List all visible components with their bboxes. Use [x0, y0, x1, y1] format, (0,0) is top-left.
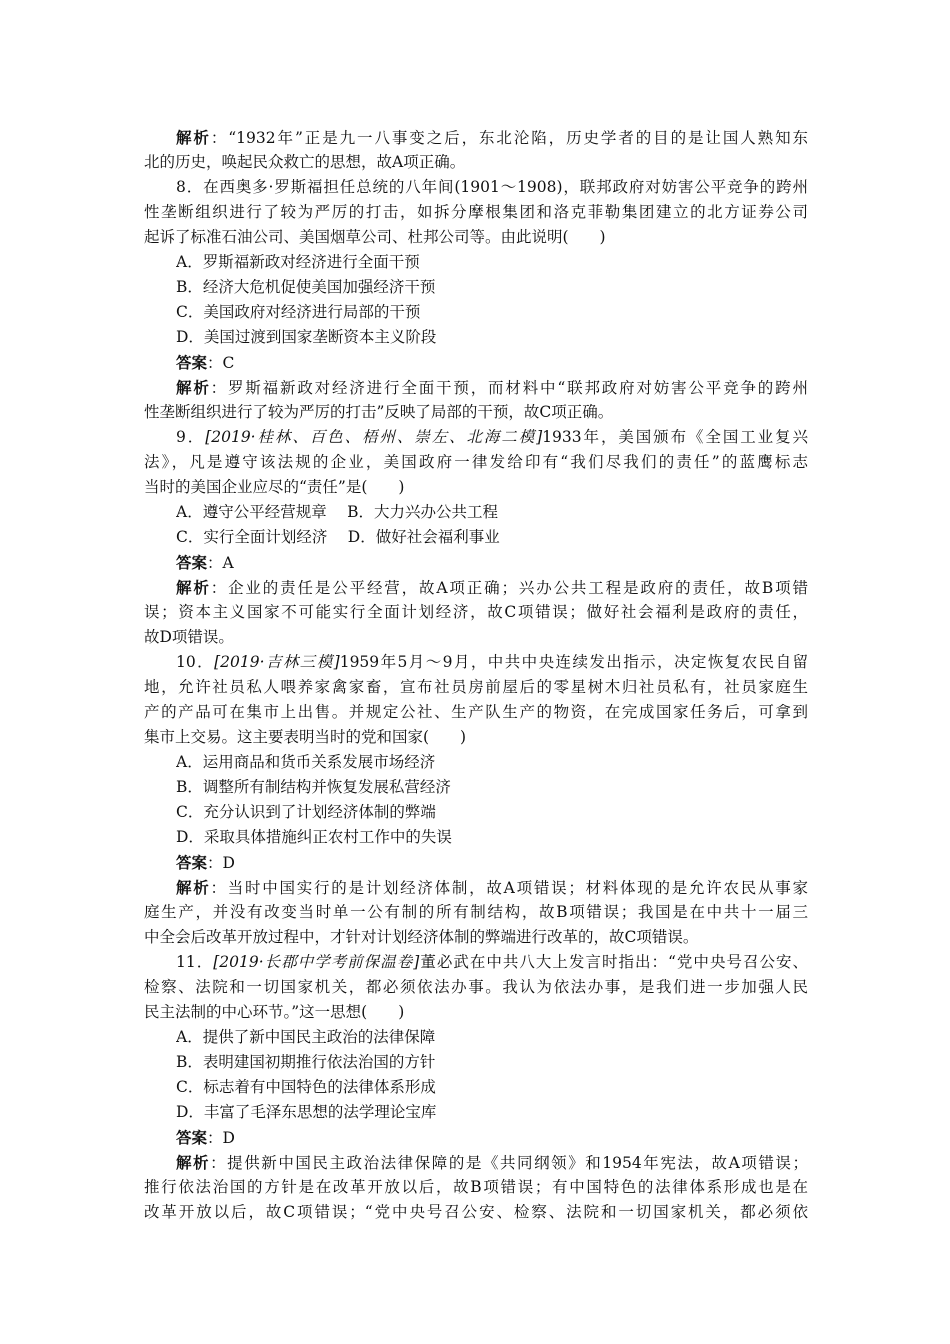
line-text: D．采取具体措施纠正农村工作中的失误 [176, 828, 452, 846]
text-line [176, 1150, 808, 1175]
text-line [144, 900, 808, 925]
text-line [144, 400, 808, 425]
line-text: 误；资本主义国家不可能实行全面计划经济，故C项错误；做好社会福利是政府的责任， [144, 603, 808, 621]
text-line [176, 275, 808, 300]
line-text: A．罗斯福新政对经济进行全面干预 [176, 253, 420, 271]
text-line [144, 475, 808, 500]
text-line [176, 800, 808, 825]
text-line [176, 1025, 808, 1050]
text-line [176, 650, 808, 675]
line-text: 1933年，美国颁布《全国工业复兴 [542, 428, 808, 446]
line-text: C．标志着有中国特色的法律体系形成 [176, 1078, 436, 1096]
question-number: 10． [176, 653, 215, 671]
question-number: 11． [176, 953, 214, 971]
text-line [176, 525, 808, 550]
text-line [176, 1050, 808, 1075]
text-line [144, 1175, 808, 1200]
line-text: A．遵守公平经营规章 B．大力兴办公共工程 [176, 503, 499, 521]
line-text: ：A [207, 554, 234, 572]
text-line [144, 1200, 808, 1225]
line-text: 民主法制的中心环节。”这一思想( ) [144, 1003, 405, 1021]
text-line [176, 1125, 808, 1150]
line-text: 检察、法院和一切国家机关，都必须依法办事。我认为依法办事，是我们进一步加强人民 [144, 978, 808, 996]
text-line [176, 300, 808, 325]
text-line [144, 625, 808, 650]
line-text: ：D [207, 854, 235, 872]
text-line [176, 350, 808, 375]
line-text: 推行依法治国的方针是在改革开放以后，故B项错误；有中国特色的法律体系形成也是在 [144, 1178, 808, 1196]
text-line [176, 1100, 808, 1125]
line-text: 集市上交易。这主要表明当时的党和国家( ) [144, 728, 467, 746]
line-text: 1959年5月～9月，中共中央连续发出指示，决定恢复农民自留 [339, 653, 808, 671]
text-line [144, 1000, 808, 1025]
line-text: 性垄断组织进行了较为严厉的打击，如拆分摩根集团和洛克菲勒集团建立的北方证券公司 [144, 203, 808, 221]
line-text: C．实行全面计划经济 D．做好社会福利事业 [176, 528, 500, 546]
line-text: C．充分认识到了计划经济体制的弊端 [176, 803, 436, 821]
text-line [176, 575, 808, 600]
line-label: 答案 [176, 553, 208, 572]
text-line [176, 500, 808, 525]
line-text: 当时的美国企业应尽的“责任”是( ) [144, 478, 405, 496]
text-line [144, 600, 808, 625]
line-text: ：罗斯福新政对经济进行全面干预，而材料中“联邦政府对妨害公平竞争的跨州 [210, 379, 808, 397]
text-line [176, 950, 808, 975]
text-line [144, 925, 808, 950]
line-text: 董必武在中共八大上发言时指出：“党中央号召公安、 [419, 953, 808, 971]
line-text: A．提供了新中国民主政治的法律保障 [176, 1028, 436, 1046]
line-label: 解析 [176, 378, 211, 397]
text-line [176, 325, 808, 350]
text-line [176, 550, 808, 575]
text-line [176, 375, 808, 400]
text-line [176, 425, 808, 450]
text-line [176, 850, 808, 875]
line-label: 答案 [176, 853, 208, 872]
line-text: B．经济大危机促使美国加强经济干预 [176, 278, 436, 296]
line-text: 改革开放以后，故C项错误；“党中央号召公安、检察、法院和一切国家机关，都必须依 [144, 1203, 808, 1221]
line-text: 中全会后改革开放过程中，才针对计划经济体制的弊端进行改革的，故C项错误。 [144, 928, 699, 946]
line-text: D．丰富了毛泽东思想的法学理论宝库 [176, 1103, 437, 1121]
question-source: [2019·长郡中学考前保温卷] [213, 953, 420, 971]
line-label: 解析 [176, 128, 211, 147]
line-text: C．美国政府对经济进行局部的干预 [176, 303, 421, 321]
line-text: ：提供新中国民主政治法律保障的是《共同纲领》和1954年宪法，故A项错误； [210, 1154, 808, 1172]
line-text: ：当时中国实行的是计划经济体制，故A项错误；材料体现的是允许农民从事家 [210, 879, 808, 897]
question-number: 9． [176, 428, 206, 446]
line-text: B．调整所有制结构并恢复发展私营经济 [176, 778, 451, 796]
line-text: 法》，凡是遵守该法规的企业，美国政府一律发给印有“我们尽我们的责任”的蓝鹰标志 [144, 453, 808, 471]
text-line [144, 150, 808, 175]
line-text: ：C [207, 354, 235, 372]
line-text: D．美国过渡到国家垄断资本主义阶段 [176, 328, 437, 346]
line-text: ：“1932年”正是九一八事变之后，东北沦陷，历史学者的目的是让国人熟知东 [210, 129, 808, 147]
text-line [176, 175, 808, 200]
text-line [144, 450, 808, 475]
line-text: 地，允许社员私人喂养家禽家畜，宣布社员房前屋后的零星树木归社员私有，社员家庭生 [144, 678, 808, 696]
text-line [144, 200, 808, 225]
line-text: 庭生产，并没有改变当时单一公有制的所有制结构，故B项错误；我国是在中共十一届三 [144, 903, 808, 921]
line-label: 答案 [176, 1128, 208, 1147]
question-source: [2019·吉林三模] [214, 653, 340, 671]
line-text: 故D项错误。 [144, 628, 234, 646]
line-label: 答案 [176, 353, 208, 372]
text-line [144, 700, 808, 725]
line-label: 解析 [176, 578, 211, 597]
line-label: 解析 [176, 1153, 211, 1172]
line-text: 产的产品可在集市上出售。并规定公社、生产队生产的物资，在完成国家任务后，可拿到 [144, 703, 808, 721]
text-line [176, 250, 808, 275]
text-line [176, 1075, 808, 1100]
line-text: 北的历史，唤起民众救亡的思想，故A项正确。 [144, 153, 466, 171]
text-line [176, 775, 808, 800]
text-line [144, 675, 808, 700]
line-text: 性垄断组织进行了较为严厉的打击”反映了局部的干预，故C项正确。 [144, 403, 614, 421]
line-text: A．运用商品和货币关系发展市场经济 [176, 753, 436, 771]
line-text: B．表明建国初期推行依法治国的方针 [176, 1053, 436, 1071]
question-source: [2019·桂林、百色、梧州、崇左、北海二模] [205, 428, 543, 446]
text-line [144, 975, 808, 1000]
text-line [144, 225, 808, 250]
line-label: 解析 [176, 878, 211, 897]
text-line [176, 875, 808, 900]
text-line [176, 825, 808, 850]
text-line [176, 125, 808, 150]
line-text: 起诉了标准石油公司、美国烟草公司、杜邦公司等。由此说明( ) [144, 228, 606, 246]
line-text: 8．在西奥多·罗斯福担任总统的八年间(1901～1908)，联邦政府对妨害公平竞争的跨州 [176, 178, 808, 196]
line-text: ：D [207, 1129, 235, 1147]
line-text: ：企业的责任是公平经营，故A项正确；兴办公共工程是政府的责任，故B项错 [210, 579, 808, 597]
text-line [144, 725, 808, 750]
text-line [176, 750, 808, 775]
